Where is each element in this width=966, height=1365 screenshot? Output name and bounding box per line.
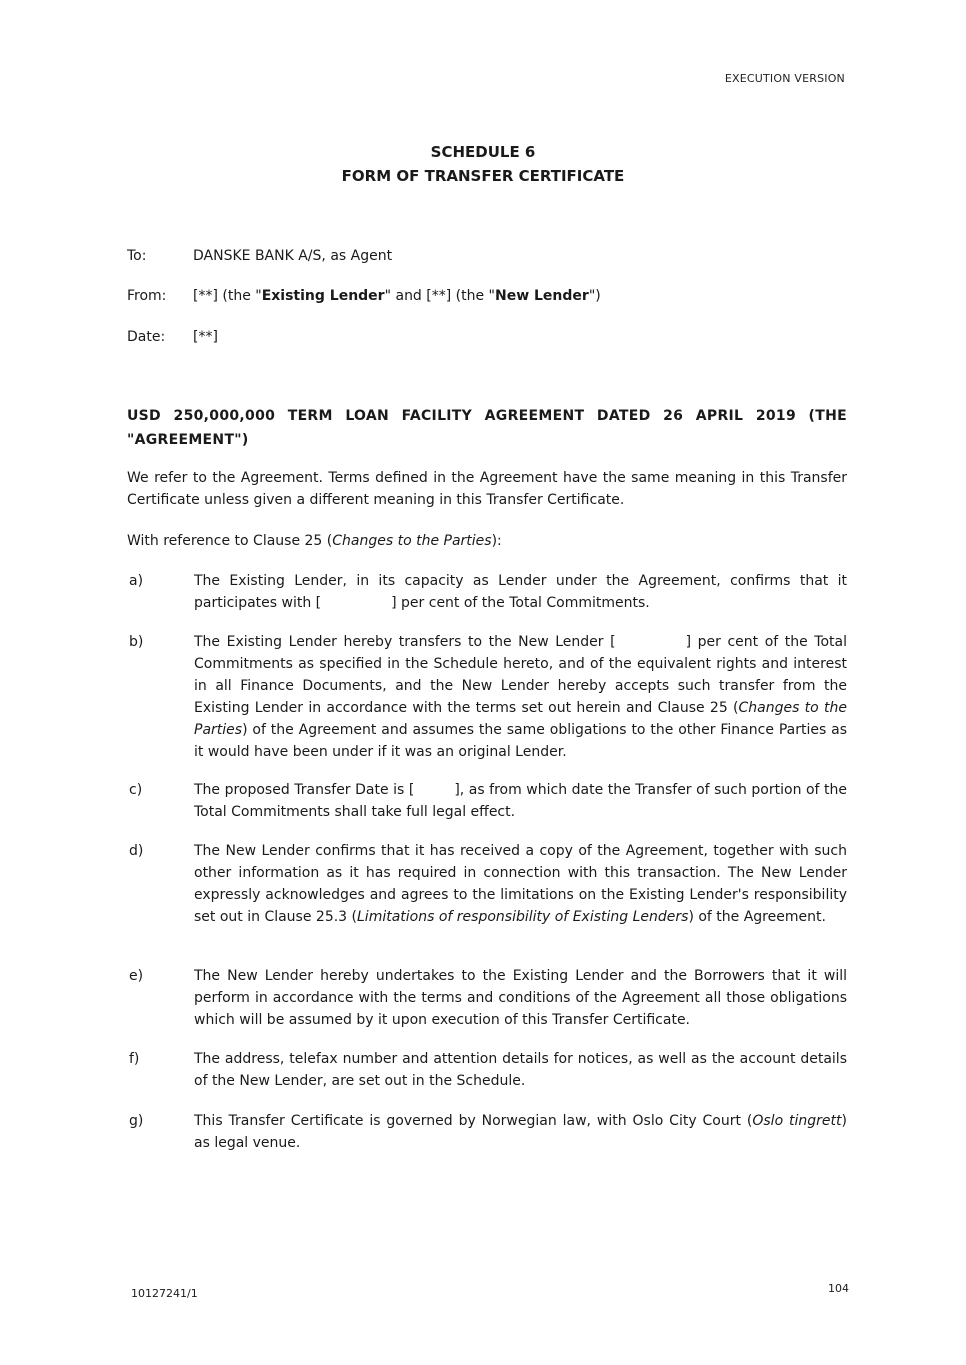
item-letter: a) — [129, 573, 144, 589]
reference-text-1: With reference to Clause 25 ( — [127, 533, 333, 549]
item-text: The New Lender hereby undertakes to the Existing Lender and the Borrowers that it will perform in accordance with the terms and conditions of the Agreement all those obligations which will be assumed by it upon execution of this Transfer Certificate. — [194, 968, 847, 1028]
list-item-b — [127, 631, 847, 763]
list-item-a — [127, 570, 847, 614]
from-text-1: [**] (the " — [193, 288, 262, 304]
list-item-g — [127, 1110, 847, 1154]
item-text: The address, telefax number and attention details for notices, as well as the account details of the New Lender, are set out in the Schedule. — [194, 1051, 847, 1089]
item-c-text-2: ], as from which date the Transfer of such portion of the Total Commitments shall take full legal effect. — [194, 782, 847, 820]
list-item-e — [127, 965, 847, 1031]
list-item-c — [127, 779, 847, 823]
item-g-text-1: This Transfer Certificate is governed by Norwegian law, with Oslo City Court ( — [194, 1113, 753, 1129]
schedule-number: SCHEDULE 6 — [430, 143, 536, 161]
from-line — [127, 288, 601, 304]
reference-clause-title: Changes to the Parties — [332, 533, 492, 549]
item-letter: d) — [129, 843, 144, 859]
item-text — [194, 570, 847, 614]
item-a-text-2: ] per cent of the Total Commitments. — [391, 595, 650, 611]
item-g-court-name: Oslo tingrett — [752, 1113, 842, 1129]
item-text — [194, 779, 847, 823]
execution-version-label: EXECUTION VERSION — [724, 72, 845, 85]
to-value: DANSKE BANK A/S, as Agent — [193, 248, 393, 264]
reference-paragraph — [127, 530, 847, 552]
item-letter: e) — [129, 968, 144, 984]
item-b-text-3: ) of the Agreement and assumes the same obligations to the other Finance Parties as it would have been under if it was an original Lender. — [194, 722, 847, 760]
from-label: From: — [127, 288, 167, 304]
item-b-text-1: The Existing Lender hereby transfers to the New Lender [ — [194, 634, 616, 650]
agreement-title: USD 250,000,000 TERM LOAN FACILITY AGREEMENT DATED 26 APRIL 2019 (THE "AGREEMENT") — [127, 408, 847, 448]
date-value: [**] — [193, 329, 218, 345]
from-text-3: ") — [588, 288, 601, 304]
item-b-text-2: ] per cent of the Total Commitments as specified in the Schedule hereto, and of the equivalent rights and interest in all Finance Documents, and the New Lender hereby accepts such transfer from the Existing Lender in accordance with the terms set out herein and Clause 25 ( — [194, 634, 847, 716]
document-reference: 10127241/1 — [131, 1287, 198, 1300]
from-text-2: " and [**] (the " — [384, 288, 495, 304]
item-d-text-2: ) of the Agreement. — [688, 909, 826, 925]
list-item-d — [127, 840, 847, 928]
item-letter: c) — [129, 782, 143, 798]
from-value — [193, 288, 601, 304]
page-number: 104 — [828, 1282, 849, 1295]
item-text — [194, 631, 847, 763]
to-line — [127, 248, 392, 264]
item-text — [194, 840, 847, 928]
schedule-title: FORM OF TRANSFER CERTIFICATE — [341, 167, 625, 185]
item-d-text-1: The New Lender confirms that it has received a copy of the Agreement, together with such other information as it has required in connection with this transaction. The New Lender expressly acknowledges and agrees to the limitations on the Existing Lender's responsibility set out in Clause 25.3 ( — [194, 843, 847, 925]
item-letter: f) — [129, 1051, 140, 1067]
existing-lender-term: Existing Lender — [261, 288, 385, 304]
item-a-text-1: The Existing Lender, in its capacity as Lender under the Agreement, confirms that it participates with [ — [194, 573, 847, 611]
reference-text-2: ): — [491, 533, 502, 549]
date-line — [127, 329, 218, 345]
item-letter: b) — [129, 634, 144, 650]
item-d-clause-title: Limitations of responsibility of Existing Lenders — [357, 909, 689, 925]
to-label: To: — [127, 248, 147, 264]
schedule-heading — [0, 140, 966, 188]
item-text — [194, 1110, 847, 1154]
date-label: Date: — [127, 329, 166, 345]
item-b-clause-title: Changes to the Parties — [194, 700, 848, 738]
new-lender-term: New Lender — [494, 288, 589, 304]
intro-paragraph: We refer to the Agreement. Terms defined in the Agreement have the same meaning in this Transfer Certificate unless given a different meaning in this Transfer Certificate. — [127, 470, 847, 508]
item-c-text-1: The proposed Transfer Date is [ — [194, 782, 415, 798]
list-item-f — [127, 1048, 847, 1092]
item-g-text-2: ) as legal venue. — [194, 1113, 847, 1151]
item-letter: g) — [129, 1113, 144, 1129]
